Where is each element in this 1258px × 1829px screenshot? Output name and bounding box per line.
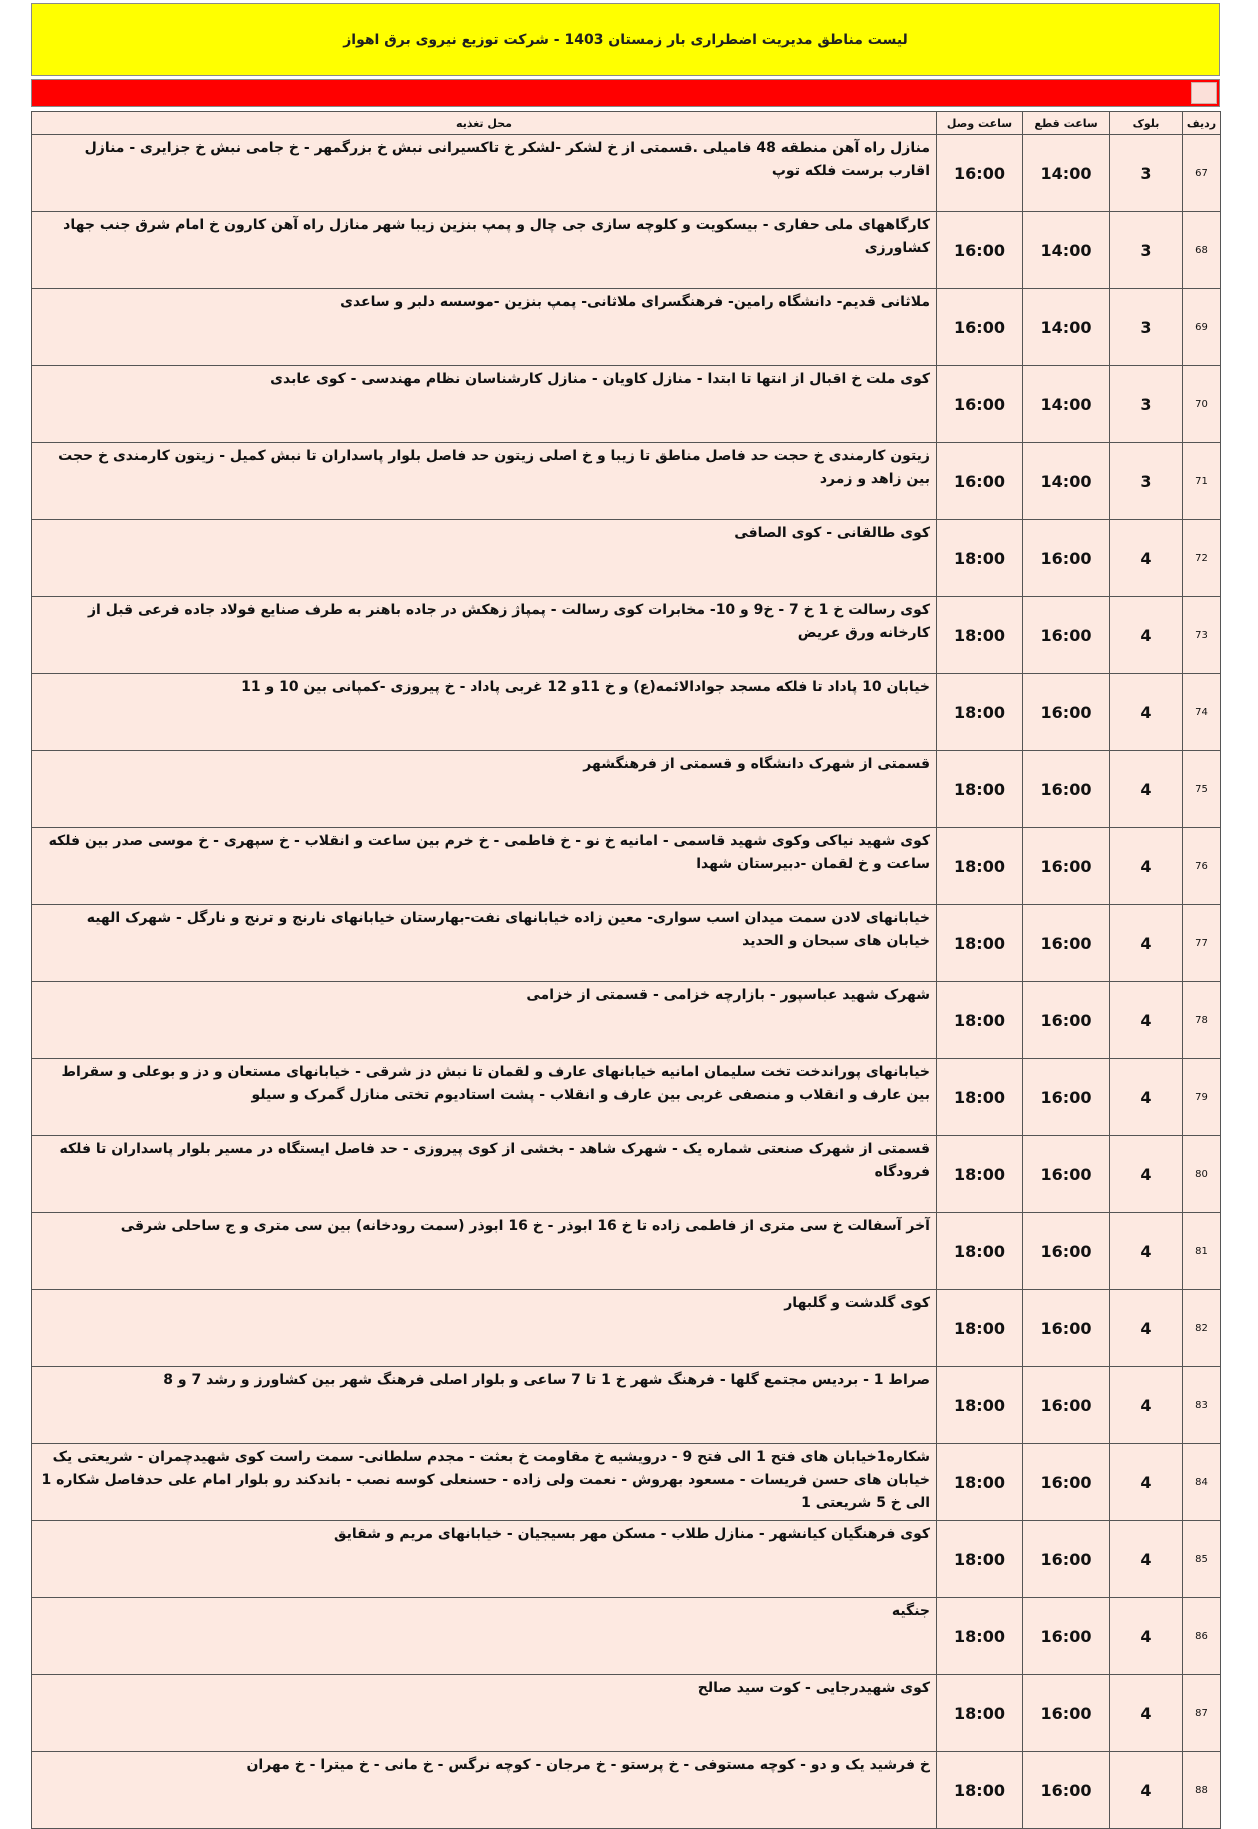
- block-cell: 4: [1110, 1444, 1183, 1521]
- table-row: [32, 289, 1221, 366]
- table-row: [32, 1521, 1221, 1598]
- row-number-cell: 76: [1183, 828, 1221, 905]
- area-cell: خیابانهای لادن سمت میدان اسب سواری- معین زاده خیابانهای نفت-بهارستان خیابانهای نارنج و ترنج و نارگل - شهرک الهیه خیابان های سبحان و الحدید: [32, 905, 937, 982]
- area-cell: شهرک شهید عباسپور - بازارچه خزامی - قسمتی از خزامی: [32, 982, 937, 1059]
- area-cell: کوی طالقانی - کوی الصافی: [32, 520, 937, 597]
- table-row: [32, 1675, 1221, 1752]
- table-row: [32, 751, 1221, 828]
- cut-time-cell: 14:00: [1023, 289, 1110, 366]
- row-number-cell: 72: [1183, 520, 1221, 597]
- area-cell: زیتون کارمندی خ حجت حد فاصل مناطق تا زیبا و خ اصلی زیتون حد فاصل بلوار پاسداران تا نبش کمیل - زیتون کارمندی خ حجت بین زاهد و زمرد: [32, 443, 937, 520]
- row-number-cell: 67: [1183, 135, 1221, 212]
- table-row: [32, 674, 1221, 751]
- row-number-cell: 71: [1183, 443, 1221, 520]
- connect-time-cell: 18:00: [937, 1290, 1023, 1367]
- table-row: [32, 212, 1221, 289]
- cut-time-cell: 16:00: [1023, 1521, 1110, 1598]
- area-cell: قسمتی از شهرک صنعتی شماره یک - شهرک شاهد - بخشی از کوی پیروزی - حد فاصل ایستگاه در مسیر بلوار پاسداران تا فلکه فرودگاه: [32, 1136, 937, 1213]
- cut-time-cell: 16:00: [1023, 905, 1110, 982]
- column-header-cut-time: ساعت قطع: [1023, 112, 1110, 135]
- connect-time-cell: 18:00: [937, 751, 1023, 828]
- area-cell: کوی رسالت خ 1 خ 7 - خ9 و 10- مخابرات کوی رسالت - پمپاژ زهکش در جاده باهنر به طرف صنایع فولاد جاده فرعی قبل از کارخانه ورق عریض: [32, 597, 937, 674]
- connect-time-cell: 18:00: [937, 1059, 1023, 1136]
- table-row: [32, 1444, 1221, 1521]
- cut-time-cell: 16:00: [1023, 1213, 1110, 1290]
- connect-time-cell: 18:00: [937, 1444, 1023, 1521]
- block-cell: 4: [1110, 828, 1183, 905]
- connect-time-cell: 18:00: [937, 905, 1023, 982]
- area-cell: کوی شهیدرجایی - کوت سید صالح: [32, 1675, 937, 1752]
- block-cell: 4: [1110, 1598, 1183, 1675]
- block-cell: 4: [1110, 1752, 1183, 1829]
- area-cell: قسمتی از شهرک دانشگاه و قسمتی از فرهنگشهر: [32, 751, 937, 828]
- table-row: [32, 597, 1221, 674]
- cut-time-cell: 16:00: [1023, 1752, 1110, 1829]
- block-cell: 3: [1110, 135, 1183, 212]
- block-cell: 4: [1110, 1290, 1183, 1367]
- table-row: [32, 982, 1221, 1059]
- row-number-cell: 88: [1183, 1752, 1221, 1829]
- area-cell: خ فرشید یک و دو - کوچه مستوفی - خ پرستو - خ مرجان - کوچه نرگس - خ مانی - خ میترا - خ مهران: [32, 1752, 937, 1829]
- area-cell: ملاثانی قدیم- دانشگاه رامین- فرهنگسرای ملاثانی- پمپ بنزین -موسسه دلبر و ساعدی: [32, 289, 937, 366]
- connect-time-cell: 18:00: [937, 1367, 1023, 1444]
- cut-time-cell: 16:00: [1023, 520, 1110, 597]
- table-header-row: [32, 112, 1221, 135]
- area-cell: آخر آسفالت خ سی متری از فاطمی زاده تا خ 16 ابوذر - خ 16 ابوذر (سمت رودخانه) بین سی متری و ج ساحلی شرقی: [32, 1213, 937, 1290]
- connect-time-cell: 18:00: [937, 1136, 1023, 1213]
- cut-time-cell: 16:00: [1023, 1290, 1110, 1367]
- row-number-cell: 79: [1183, 1059, 1221, 1136]
- connect-time-cell: 18:00: [937, 982, 1023, 1059]
- table-row: [32, 1136, 1221, 1213]
- block-cell: 4: [1110, 1521, 1183, 1598]
- connect-time-cell: 18:00: [937, 1675, 1023, 1752]
- cut-time-cell: 14:00: [1023, 135, 1110, 212]
- row-number-cell: 70: [1183, 366, 1221, 443]
- row-number-cell: 82: [1183, 1290, 1221, 1367]
- corner-cell: [1191, 82, 1217, 104]
- row-number-cell: 69: [1183, 289, 1221, 366]
- row-number-cell: 85: [1183, 1521, 1221, 1598]
- connect-time-cell: 18:00: [937, 1521, 1023, 1598]
- area-cell: کارگاههای ملی حفاری - بیسکویت و کلوچه سازی جی چال و پمپ بنزین زیبا شهر منازل راه آهن کارون خ امام شرق جنب جهاد کشاورزی: [32, 212, 937, 289]
- table-row: [32, 366, 1221, 443]
- block-cell: 4: [1110, 1367, 1183, 1444]
- cut-time-cell: 14:00: [1023, 366, 1110, 443]
- block-cell: 4: [1110, 905, 1183, 982]
- area-cell: خیابان 10 پاداد تا فلکه مسجد جوادالائمه(ع) و خ 11و 12 غربی پاداد - خ پیروزی -کمپانی بین 10 و 11: [32, 674, 937, 751]
- column-header-row-number: ردیف: [1183, 112, 1221, 135]
- table-row: [32, 1367, 1221, 1444]
- row-number-cell: 80: [1183, 1136, 1221, 1213]
- block-cell: 4: [1110, 1213, 1183, 1290]
- connect-time-cell: 16:00: [937, 289, 1023, 366]
- area-cell: شکاره1خیابان های فتح 1 الی فتح 9 - درویشیه خ مقاومت خ بعثت - مجدم سلطانی- سمت راست کوی شهیدچمران - شریعتی یک خیابان های حسن فریسات - مسعود بهروش - نعمت ولی زاده - حسنعلی کوسه نصب - باندکند رو بلوار امام علی حدفاصل شکاره 1 الی خ 5 شریعتی 1: [32, 1444, 937, 1521]
- cut-time-cell: 16:00: [1023, 1367, 1110, 1444]
- row-number-cell: 73: [1183, 597, 1221, 674]
- area-cell: خیابانهای پوراندخت تخت سلیمان امانیه خیابانهای عارف و لقمان تا نبش دز شرقی - خیابانهای مستعان و دز و بوعلی و سقراط بین عارف و انقلاب و منصفی غربی بین عارف و انقلاب - پشت استادیوم تختی منازل گمرک و سیلو: [32, 1059, 937, 1136]
- block-cell: 4: [1110, 982, 1183, 1059]
- area-cell: کوی ملت خ اقبال از انتها تا ابتدا - منازل کاویان - منازل کارشناسان نظام مهندسی - کوی عابدی: [32, 366, 937, 443]
- table-row: [32, 828, 1221, 905]
- section-header-bar: [31, 79, 1220, 107]
- cut-time-cell: 16:00: [1023, 751, 1110, 828]
- area-cell: کوی شهید نیاکی وکوی شهید قاسمی - امانیه خ نو - خ فاطمی - خ خرم بین ساعت و انقلاب - خ سپهری - خ موسی صدر بین فلکه ساعت و خ لقمان -دبیرستان شهدا: [32, 828, 937, 905]
- block-cell: 4: [1110, 1059, 1183, 1136]
- row-number-cell: 74: [1183, 674, 1221, 751]
- row-number-cell: 86: [1183, 1598, 1221, 1675]
- table-row: [32, 905, 1221, 982]
- table-row: [32, 1059, 1221, 1136]
- row-number-cell: 83: [1183, 1367, 1221, 1444]
- block-cell: 4: [1110, 520, 1183, 597]
- block-cell: 3: [1110, 443, 1183, 520]
- cut-time-cell: 16:00: [1023, 1059, 1110, 1136]
- cut-time-cell: 16:00: [1023, 1675, 1110, 1752]
- cut-time-cell: 16:00: [1023, 1444, 1110, 1521]
- connect-time-cell: 16:00: [937, 443, 1023, 520]
- table-row: [32, 1598, 1221, 1675]
- connect-time-cell: 18:00: [937, 520, 1023, 597]
- connect-time-cell: 18:00: [937, 597, 1023, 674]
- connect-time-cell: 18:00: [937, 828, 1023, 905]
- cut-time-cell: 16:00: [1023, 1136, 1110, 1213]
- block-cell: 3: [1110, 289, 1183, 366]
- cut-time-cell: 16:00: [1023, 1598, 1110, 1675]
- block-cell: 4: [1110, 597, 1183, 674]
- connect-time-cell: 18:00: [937, 1213, 1023, 1290]
- table-row: [32, 1290, 1221, 1367]
- connect-time-cell: 16:00: [937, 366, 1023, 443]
- area-cell: صراط 1 - بردیس مجتمع گلها - فرهنگ شهر خ 1 تا 7 ساعی و بلوار اصلی فرهنگ شهر بین کشاورز و رشد 7 و 8: [32, 1367, 937, 1444]
- row-number-cell: 78: [1183, 982, 1221, 1059]
- block-cell: 4: [1110, 674, 1183, 751]
- area-cell: کوی فرهنگیان کیانشهر - منازل طلاب - مسکن مهر بسیجیان - خیابانهای مریم و شقایق: [32, 1521, 937, 1598]
- row-number-cell: 75: [1183, 751, 1221, 828]
- column-header-connect-time: ساعت وصل: [937, 112, 1023, 135]
- table-row: [32, 1752, 1221, 1829]
- cut-time-cell: 14:00: [1023, 212, 1110, 289]
- block-cell: 3: [1110, 366, 1183, 443]
- column-header-area: محل تغذیه: [32, 112, 937, 135]
- row-number-cell: 68: [1183, 212, 1221, 289]
- row-number-cell: 77: [1183, 905, 1221, 982]
- table-row: [32, 520, 1221, 597]
- connect-time-cell: 18:00: [937, 1598, 1023, 1675]
- cut-time-cell: 16:00: [1023, 982, 1110, 1059]
- area-cell: منازل راه آهن منطقه 48 فامیلی .قسمتی از خ لشکر -لشکر خ تاکسیرانی نبش خ بزرگمهر - خ جامی نبش خ جزایری - منازل اقارب برست فلکه توپ: [32, 135, 937, 212]
- area-cell: جنگیه: [32, 1598, 937, 1675]
- connect-time-cell: 18:00: [937, 674, 1023, 751]
- block-cell: 3: [1110, 212, 1183, 289]
- table-row: [32, 1213, 1221, 1290]
- table-row: [32, 135, 1221, 212]
- area-cell: کوی گلدشت و گلبهار: [32, 1290, 937, 1367]
- schedule-table: [31, 111, 1221, 1829]
- row-number-cell: 87: [1183, 1675, 1221, 1752]
- connect-time-cell: 16:00: [937, 135, 1023, 212]
- row-number-cell: 84: [1183, 1444, 1221, 1521]
- block-cell: 4: [1110, 1136, 1183, 1213]
- connect-time-cell: 16:00: [937, 212, 1023, 289]
- table-row: [32, 443, 1221, 520]
- column-header-block: بلوک: [1110, 112, 1183, 135]
- cut-time-cell: 16:00: [1023, 828, 1110, 905]
- row-number-cell: 81: [1183, 1213, 1221, 1290]
- block-cell: 4: [1110, 1675, 1183, 1752]
- block-cell: 4: [1110, 751, 1183, 828]
- connect-time-cell: 18:00: [937, 1752, 1023, 1829]
- page-title: لیست مناطق مدیریت اضطراری بار زمستان 1403 - شرکت توزیع نیروی برق اهواز: [31, 3, 1220, 76]
- cut-time-cell: 14:00: [1023, 443, 1110, 520]
- cut-time-cell: 16:00: [1023, 674, 1110, 751]
- cut-time-cell: 16:00: [1023, 597, 1110, 674]
